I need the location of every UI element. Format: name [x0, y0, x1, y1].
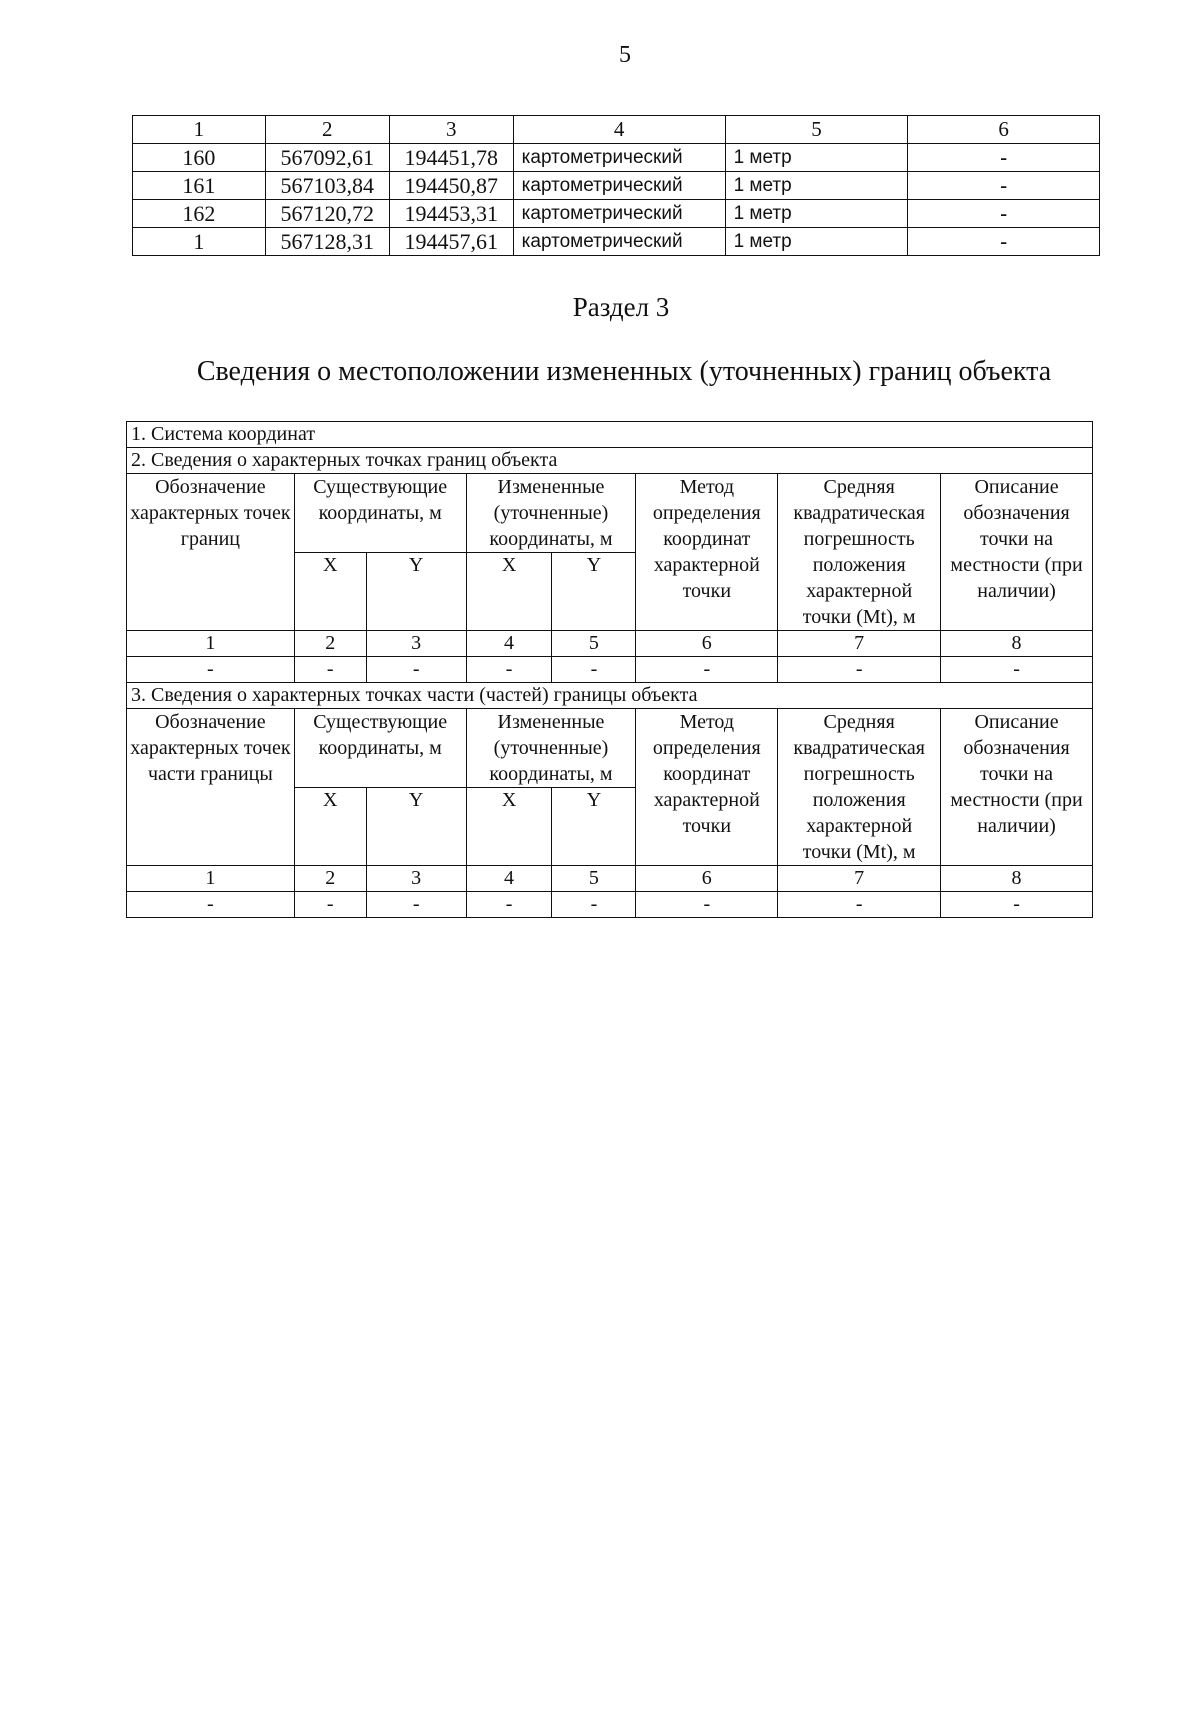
- column-number: 1: [127, 866, 295, 892]
- header-cell: 2: [265, 116, 389, 144]
- table-header-row: [133, 116, 1100, 144]
- block3-title: 3. Сведения о характерных точках части (частей) границы объекта: [127, 683, 1093, 709]
- header-changed-coordinates: Измененные (уточненные) координаты, м: [466, 474, 636, 553]
- header-method: Метод определения координат характерной точки: [636, 709, 778, 866]
- block2-title-row: [127, 448, 1093, 474]
- header-y: Y: [366, 788, 466, 866]
- header-x: X: [294, 788, 366, 866]
- accuracy-cell: 1 метр: [725, 200, 908, 228]
- empty-cell: -: [636, 657, 778, 683]
- accuracy-cell: 1 метр: [725, 144, 908, 172]
- block2-title: 2. Сведения о характерных точках границ объекта: [127, 448, 1093, 474]
- coordinate-system-label: 1. Система координат: [127, 422, 1093, 448]
- method-cell: картометрический: [513, 172, 725, 200]
- header-y: Y: [366, 553, 466, 631]
- method-cell: картометрический: [513, 200, 725, 228]
- header-cell: 3: [389, 116, 513, 144]
- column-number: 1: [127, 631, 295, 657]
- accuracy-cell: 1 метр: [725, 172, 908, 200]
- empty-cell: -: [127, 657, 295, 683]
- column-number: 5: [552, 866, 636, 892]
- x-coordinate-cell: 567120,72: [265, 200, 389, 228]
- section3-table: [126, 421, 1093, 918]
- empty-cell: -: [294, 892, 366, 918]
- empty-cell: -: [127, 892, 295, 918]
- header-y: Y: [552, 553, 636, 631]
- column-number-row: [127, 866, 1093, 892]
- description-cell: -: [908, 172, 1100, 200]
- header-x: X: [466, 553, 552, 631]
- empty-cell: -: [778, 657, 941, 683]
- column-number: 7: [778, 631, 941, 657]
- x-coordinate-cell: 567128,31: [265, 228, 389, 256]
- header-changed-coordinates: Измененные (уточненные) координаты, м: [466, 709, 636, 788]
- column-number: 4: [466, 866, 552, 892]
- header-existing-coordinates: Существующие координаты, м: [294, 474, 466, 553]
- y-coordinate-cell: 194451,78: [389, 144, 513, 172]
- y-coordinate-cell: 194457,61: [389, 228, 513, 256]
- empty-cell: -: [294, 657, 366, 683]
- header-y: Y: [552, 788, 636, 866]
- header-error: Средняя квадратическая погрешность положения характерной точки (Mt), м: [778, 709, 941, 866]
- empty-cell: -: [466, 657, 552, 683]
- header-designation: Обозначение характерных точек части границы: [127, 709, 295, 866]
- column-number: 4: [466, 631, 552, 657]
- table-row: [127, 657, 1093, 683]
- header-cell: 1: [133, 116, 266, 144]
- y-coordinate-cell: 194450,87: [389, 172, 513, 200]
- description-cell: -: [908, 228, 1100, 256]
- method-cell: картометрический: [513, 144, 725, 172]
- header-cell: 4: [513, 116, 725, 144]
- column-number-row: [127, 631, 1093, 657]
- empty-cell: -: [466, 892, 552, 918]
- description-cell: -: [908, 144, 1100, 172]
- point-number-cell: 161: [133, 172, 266, 200]
- x-coordinate-cell: 567103,84: [265, 172, 389, 200]
- y-coordinate-cell: 194453,31: [389, 200, 513, 228]
- section-title: Раздел 3: [572, 292, 670, 322]
- column-number: 6: [636, 866, 778, 892]
- method-cell: картометрический: [513, 228, 725, 256]
- table-row: [127, 892, 1093, 918]
- block3-title-row: [127, 683, 1093, 709]
- column-number: 5: [552, 631, 636, 657]
- empty-cell: -: [366, 892, 466, 918]
- empty-cell: -: [941, 892, 1093, 918]
- column-number: 8: [941, 866, 1093, 892]
- column-number: 3: [366, 631, 466, 657]
- point-number-cell: 162: [133, 200, 266, 228]
- header-description: Описание обозначения точки на местности (при наличии): [941, 474, 1093, 631]
- column-number: 6: [636, 631, 778, 657]
- block3-header-row: [127, 709, 1093, 788]
- x-coordinate-cell: 567092,61: [265, 144, 389, 172]
- table-row: [133, 172, 1100, 200]
- column-number: 8: [941, 631, 1093, 657]
- point-number-cell: 160: [133, 144, 266, 172]
- block2-header-row: [127, 474, 1093, 553]
- description-cell: -: [908, 200, 1100, 228]
- header-method: Метод определения координат характерной точки: [636, 474, 778, 631]
- header-x: X: [294, 553, 366, 631]
- header-existing-coordinates: Существующие координаты, м: [294, 709, 466, 788]
- column-number: 3: [366, 866, 466, 892]
- empty-cell: -: [778, 892, 941, 918]
- table-row: [133, 144, 1100, 172]
- empty-cell: -: [552, 657, 636, 683]
- point-number-cell: 1: [133, 228, 266, 256]
- accuracy-cell: 1 метр: [725, 228, 908, 256]
- column-number: 2: [294, 866, 366, 892]
- header-error: Средняя квадратическая погрешность положения характерной точки (Mt), м: [778, 474, 941, 631]
- header-description: Описание обозначения точки на местности (при наличии): [941, 709, 1093, 866]
- section-subtitle: Сведения о местоположении измененных (уточненных) границ объекта: [196, 356, 1052, 387]
- header-cell: 5: [725, 116, 908, 144]
- coordinates-table: [132, 115, 1100, 256]
- empty-cell: -: [366, 657, 466, 683]
- empty-cell: -: [941, 657, 1093, 683]
- table-row: [133, 228, 1100, 256]
- header-cell: 6: [908, 116, 1100, 144]
- header-x: X: [466, 788, 552, 866]
- table-row: [133, 200, 1100, 228]
- column-number: 7: [778, 866, 941, 892]
- coordinate-system-row: [127, 422, 1093, 448]
- empty-cell: -: [636, 892, 778, 918]
- page-number: 5: [619, 42, 631, 68]
- column-number: 2: [294, 631, 366, 657]
- header-designation: Обозначение характерных точек границ: [127, 474, 295, 631]
- empty-cell: -: [552, 892, 636, 918]
